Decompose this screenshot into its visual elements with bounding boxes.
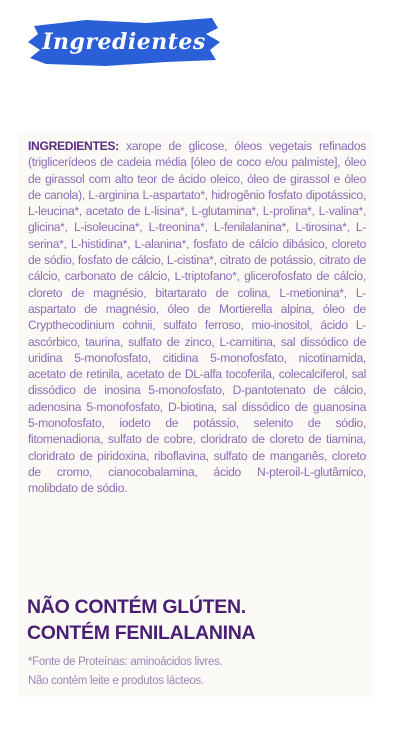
- section-title: Ingredientes: [42, 29, 206, 55]
- protein-source-note: *Fonte de Proteínas: aminoácidos livres.: [28, 656, 223, 668]
- phenylalanine-warning: CONTÉM FENILALANINA: [27, 622, 256, 644]
- dairy-free-note: Não contém leite e produtos lácteos.: [28, 675, 204, 687]
- ingredients-heading: INGREDIENTES:: [28, 139, 119, 153]
- gluten-free-warning: NÃO CONTÉM GLÚTEN.: [27, 596, 246, 618]
- ingredients-paragraph: [28, 138, 366, 497]
- section-banner: [26, 14, 222, 70]
- ingredients-list: xarope de glicose, óleos vegetais refinados (triglicerídeos de cadeia média [óleo de coco e/ou palmiste], óleo de girassol com alto teor de ácido oleico, óleo de girassol e óleo de canola), L-arginina L-aspartato*, hidrogênio fosfato dipotássico, L-leucina*, acetato de L-lisina*, L-glutamina*, L-prolina*, L-valina*, glicina*, L-isoleucina*, L-treonina*, L-fenilalanina*, L-tirosina*, L-serina*, L-histidina*, L-alanina*, fosfato de cálcio dibásico, cloreto de sódio, fosfato de cálcio, L-cistina*, citrato de potássio, citrato de cálcio, carbonato de cálcio, L-triptofano*, glicerofosfato de cálcio, cloreto de magnésio, bitartarato de colina, L-metionina*, L-aspartato de magnésio, óleo de Mortierella alpina, óleo de Crypthecodinium cohnii, sulfato ferroso, mio-inositol, ácido L-ascórbico, taurina, sulfato de zinco, L-carnitina, sal dissódico de uridina 5-monofosfato, citidina 5-monofosfato, nicotinamida, acetato de retinila, acetato de DL-alfa tocoferila, colecalciferol, sal dissódico de inosina 5-monofosfato, D-pantotenato de cálcio, adenosina 5-monofosfato, D-biotina, sal dissódico de guanosina 5-monofosfato, iodeto de potássio, selenito de sódio, fitomenadiona, sulfato de cobre, cloridrato de cloreto de tiamina, cloridrato de piridoxina, riboflavina, sulfato de manganês, cloreto de cromo, cianocobalamina, ácido N-pteroil-L-glutâmico, molibdato de sódio.: [28, 139, 366, 496]
